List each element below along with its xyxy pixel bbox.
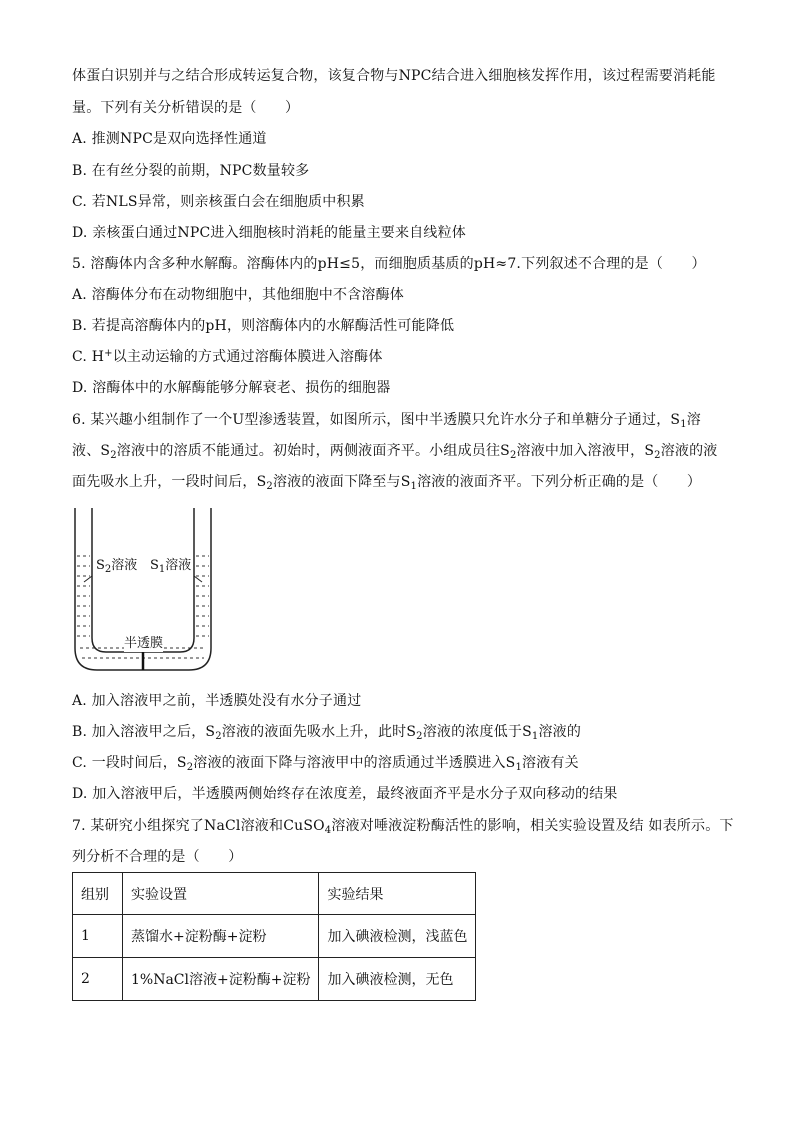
- header-setup: 实验设置: [123, 873, 319, 915]
- q5-option-a: A. 溶酶体分布在动物细胞中，其他细胞中不含溶酶体: [72, 287, 405, 303]
- q6-s2d: 溶液的液: [660, 443, 718, 459]
- left-leader: [84, 576, 92, 582]
- q6-s3b: 溶液的液面下降至与S: [272, 474, 411, 490]
- q6c-sub1: 2: [186, 762, 194, 773]
- q7-stem-2: 列分析不合理的是（ ）: [72, 849, 243, 865]
- right-leader: [194, 576, 202, 582]
- q5c-prefix: C. H: [72, 349, 105, 365]
- q5-option-b: B. 若提高溶酶体内的pH，则溶酶体内的水解酶活性可能降低: [72, 318, 455, 334]
- header-result: 实验结果: [319, 873, 476, 915]
- table-row: [73, 915, 476, 958]
- q6b-2: 溶液的液面先吸水上升，此时S: [221, 724, 417, 740]
- right-label-s: S: [150, 558, 159, 573]
- q6b-1: B. 加入溶液甲之后，S: [72, 724, 216, 740]
- q5-stem: 5. 溶酶体内含多种水解酶。溶酶体内的pH≤5，而细胞质基质的pH≈7.下列叙述不合理的是（ ）: [72, 256, 706, 272]
- q6-s2sub1: 2: [110, 450, 117, 461]
- q5c-sup: +: [104, 348, 113, 359]
- table-cell: 1%NaCl溶液+淀粉酶+淀粉: [123, 958, 319, 1001]
- q4-option-a: A. 推测NPC是双向选择性通道: [72, 131, 267, 147]
- line-q4-stem-1: 体蛋白识别并与之结合形成转运复合物，该复合物与NPC结合进入细胞核发挥作用，该过程需要消耗能: [72, 68, 716, 84]
- q6-stem-1: [72, 410, 701, 430]
- left-label-sub: 2: [104, 564, 112, 575]
- left-label-tail: 溶液: [111, 558, 138, 573]
- q5-option-c: [72, 347, 383, 367]
- q4-option-b: B. 在有丝分裂的前期，NPC数量较多: [72, 163, 310, 179]
- q7-1b: 溶液对唾液淀粉酶活性的影响，相关实验设置及结 如表所示。下: [331, 818, 734, 834]
- q6c-2: 溶液的液面下降与溶液甲中的溶质通过半透膜进入S: [193, 755, 516, 771]
- u-tube-inner: [92, 508, 194, 652]
- q5c-text: 以主动运输的方式通过溶酶体膜进入溶酶体: [112, 349, 383, 365]
- q6-s3a: 面先吸水上升，一段时间后，S: [72, 474, 267, 490]
- line-q4-stem-2: 量。下列有关分析错误的是（ ）: [72, 100, 300, 116]
- right-solution-label: [150, 558, 191, 574]
- header-group: 组别: [73, 873, 123, 915]
- q7-1a: 7. 某研究小组探究了NaCl溶液和CuSO: [72, 818, 325, 834]
- u-tube-figure: [70, 508, 220, 678]
- q6-s2sub3: 2: [654, 450, 661, 461]
- u-tube-diagram: [70, 508, 220, 678]
- table-cell: 加入碘液检测，浅蓝色: [319, 915, 476, 958]
- q6-option-c: [72, 753, 579, 773]
- table-row: [73, 958, 476, 1001]
- experiment-table: [72, 872, 476, 1001]
- q6-stem-3: [72, 472, 701, 492]
- q6-s2c: 溶液中加入溶液甲，S: [516, 443, 655, 459]
- q6-s2a: 液、S: [72, 443, 111, 459]
- q7-1sub: 4: [324, 825, 332, 836]
- q7-stem-1: [72, 816, 734, 836]
- q6b-sub1: 2: [215, 731, 222, 742]
- q6-s3sub1: 2: [266, 481, 273, 492]
- q6-s2b: 溶液中的溶质不能通过。初始时，两侧液面齐平。小组成员往S: [116, 443, 510, 459]
- q6-s3c: 溶液的液面齐平。下列分析正确的是（ ）: [417, 474, 702, 490]
- q6b-sub3: 1: [531, 731, 539, 742]
- table-cell: 蒸馏水+淀粉酶+淀粉: [123, 915, 319, 958]
- q6c-sub2: 1: [515, 762, 523, 773]
- left-label-s: S: [96, 558, 105, 573]
- q6b-3: 溶液的浓度低于S: [422, 724, 532, 740]
- q6-s1sub: 1: [680, 419, 687, 430]
- q6-s1a: 6. 某兴趣小组制作了一个U型渗透装置，如图所示，图中半透膜只允许水分子和单糖分子通过，S: [72, 412, 681, 428]
- q6-option-a: A. 加入溶液甲之前，半透膜处没有水分子通过: [72, 693, 362, 709]
- table-cell: 1: [73, 915, 123, 958]
- table-cell: 2: [73, 958, 123, 1001]
- q6c-1: C. 一段时间后，S: [72, 755, 187, 771]
- q6-s2sub2: 2: [509, 450, 517, 461]
- q6-option-d: D. 加入溶液甲后，半透膜两侧始终存在浓度差，最终液面齐平是水分子双向移动的结果: [72, 786, 618, 802]
- table-cell: 加入碘液检测，无色: [319, 958, 476, 1001]
- liquid-left: [77, 556, 90, 636]
- q6b-4: 溶液的: [538, 724, 582, 740]
- q6-s3sub2: 1: [410, 481, 418, 492]
- left-solution-label: [96, 558, 137, 574]
- q4-option-c: C. 若NLS异常，则亲核蛋白会在细胞质中积累: [72, 194, 365, 210]
- q6b-sub2: 2: [416, 731, 423, 742]
- table-header-row: [73, 873, 476, 915]
- q6c-3: 溶液有关: [522, 755, 579, 771]
- q6-stem-2: [72, 441, 718, 461]
- q6-option-b: [72, 722, 581, 742]
- q4-option-d: D. 亲核蛋白通过NPC进入细胞核时消耗的能量主要来自线粒体: [72, 225, 467, 241]
- q5-option-d: D. 溶酶体中的水解酶能够分解衰老、损伤的细胞器: [72, 380, 391, 396]
- right-label-sub: 1: [158, 564, 166, 575]
- membrane-label: 半透膜: [124, 636, 164, 651]
- q6-s1b: 溶: [686, 412, 701, 428]
- liquid-right: [196, 556, 209, 636]
- right-label-tail: 溶液: [165, 558, 192, 573]
